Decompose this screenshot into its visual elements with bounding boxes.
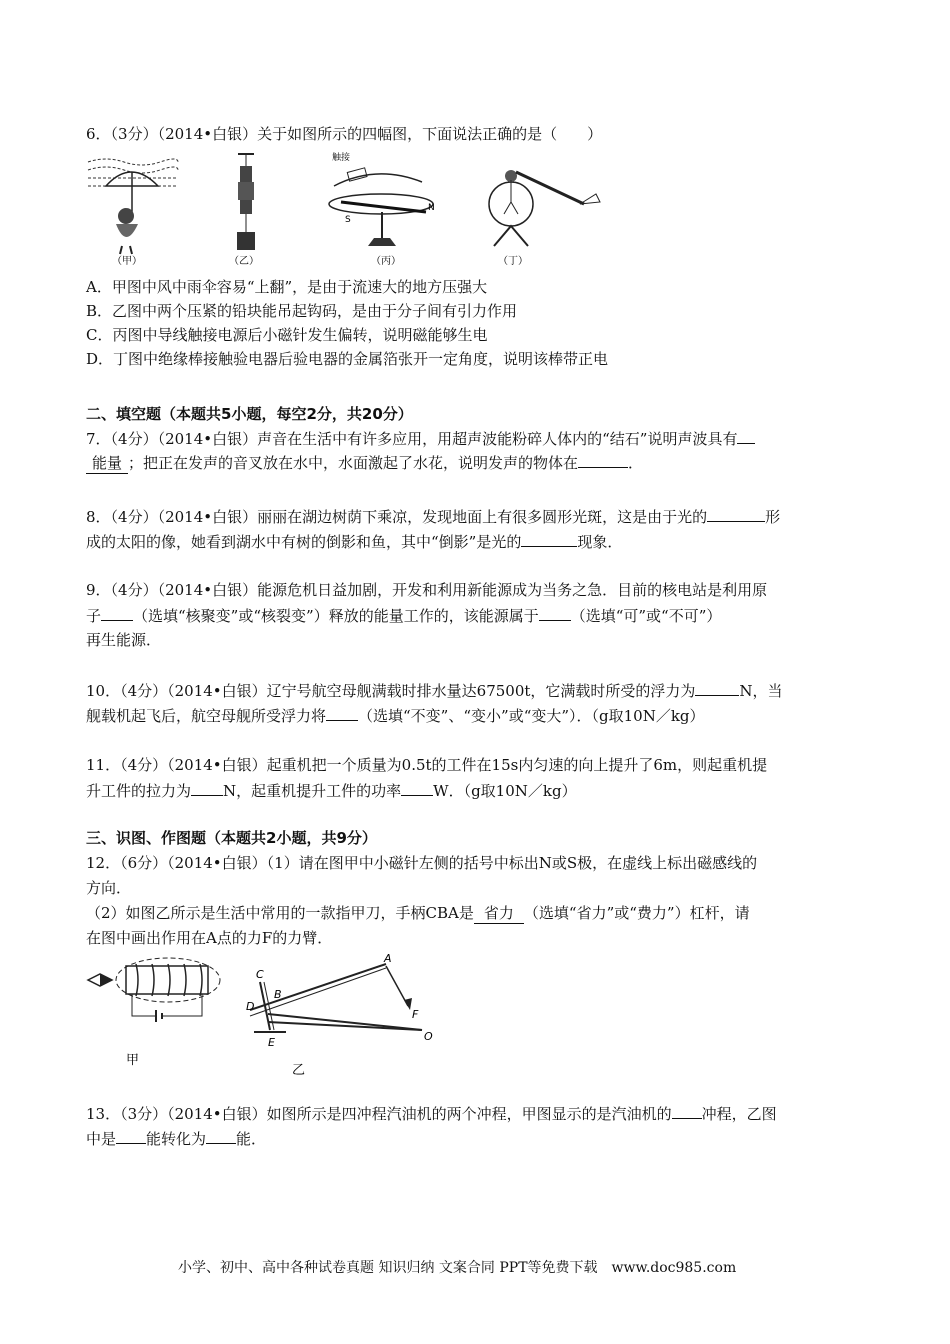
q8-line1 xyxy=(86,506,780,527)
q12-figures xyxy=(86,950,446,1078)
q13-line2-b: 能转化为 xyxy=(146,1130,207,1148)
q10-line1-b: N，当 xyxy=(739,682,783,700)
q8-line1-a: 8．（4分）（2014•白银）丽丽在湖边树荫下乘凉，发现地面上有很多圆形光斑，这是由于光的 xyxy=(86,508,708,526)
q12-line3 xyxy=(86,903,750,924)
fig-label-jia: （甲） xyxy=(112,256,142,267)
q10-blank-2 xyxy=(326,705,358,721)
q11-line2-a: 升工件的拉力为 xyxy=(86,782,192,800)
q9-line2-a: 子 xyxy=(86,607,102,625)
q7-line2 xyxy=(86,452,643,474)
q13-line2-a: 中是 xyxy=(86,1130,117,1148)
q6-stem: 6．（3分）（2014•白银）关于如图所示的四幅图，下面说法正确的是（ ） xyxy=(86,125,603,143)
q10-line2-b: （选填“不变”、“变小”或“变大”）．（g取10N／kg） xyxy=(358,707,705,725)
label-e: E xyxy=(268,1036,275,1049)
section3-title: 三、识图、作图题（本题共2小题，共9分） xyxy=(86,829,377,847)
q9-line1: 9．（4分）（2014•白银）能源危机日益加剧，开发和利用新能源成为当务之急．目前的核电站是利用原 xyxy=(86,581,768,599)
q10-line1 xyxy=(86,680,783,701)
q7-line1 xyxy=(86,428,755,449)
q11-line2-b: N，起重机提升工件的功率 xyxy=(223,782,402,800)
n-pole-label: N xyxy=(428,203,435,213)
q13-line1-b: 冲程，乙图 xyxy=(701,1105,777,1123)
label-c: C xyxy=(256,968,264,981)
q9-blank-2 xyxy=(539,605,571,621)
q13-line1 xyxy=(86,1103,777,1124)
q7-blank-2 xyxy=(578,452,628,468)
q12-answer: 省力 xyxy=(474,903,524,924)
q7-line1-text: 7．（4分）（2014•白银）声音在生活中有许多应用，用超声波能粉碎人体内的“结石”说明声波具有 xyxy=(86,430,738,448)
fig-label-yi: （乙） xyxy=(229,256,259,267)
s-pole-label: S xyxy=(345,215,351,225)
label-d: D xyxy=(246,1000,255,1013)
fig12-label-yi: 乙 xyxy=(292,1063,306,1078)
q12-line3-a: （2）如图乙所示是生活中常用的一款指甲刀，手柄CBA是 xyxy=(86,904,474,922)
q7-blank-lead xyxy=(737,428,755,444)
q13-line2 xyxy=(86,1128,266,1149)
q10-blank-1 xyxy=(695,680,739,696)
label-b: B xyxy=(274,988,282,1001)
label-o: O xyxy=(424,1030,433,1043)
q11-line2-c: W．（g取10N／kg） xyxy=(433,782,577,800)
figure-yi-lead-blocks xyxy=(237,154,255,250)
fig-label-ding: （丁） xyxy=(498,256,528,267)
q11-line1: 11．（4分）（2014•白银）起重机把一个质量为0.5t的工件在15s内匀速的向上提升了6m，则起重机提 xyxy=(86,756,768,774)
q10-line2 xyxy=(86,705,705,726)
label-f: F xyxy=(412,1008,419,1021)
q6-option-c: C．丙图中导线触接电源后小磁针发生偏转，说明磁能够生电 xyxy=(86,326,488,344)
q6-option-b: B．乙图中两个压紧的铅块能吊起钩码，是由于分子间有引力作用 xyxy=(86,302,518,320)
q13-line1-a: 13．（3分）（2014•白银）如图所示是四冲程汽油机的两个冲程，甲图显示的是汽油机的 xyxy=(86,1105,672,1123)
label-a: A xyxy=(384,952,392,965)
q11-blank-2 xyxy=(401,780,433,796)
q9-line2-b: （选填“核聚变”或“核裂变”）释放的能量工作的，该能源属于 xyxy=(133,607,539,625)
q10-line1-a: 10．（4分）（2014•白银）辽宁号航空母舰满载时排水量达67500t，它满载时所受的浮力为 xyxy=(86,682,696,700)
q8-line2 xyxy=(86,531,622,552)
q8-line2-a: 成的太阳的像，她看到湖水中有树的倒影和鱼，其中“倒影”是光的 xyxy=(86,533,522,551)
section2-title: 二、填空题（本题共5小题，每空2分，共20分） xyxy=(86,405,413,423)
q9-blank-1 xyxy=(101,605,133,621)
q12-line2: 方向． xyxy=(86,879,132,897)
q9-line2 xyxy=(86,605,721,626)
q10-line2-a: 舰载机起飞后，航空母舰所受浮力将 xyxy=(86,707,327,725)
q12-line1: 12．（6分）（2014•白银）（1）请在图甲中小磁针左侧的括号中标出N或S极，在虚线上标出磁感线的 xyxy=(86,854,758,872)
q12-line3-b: （选填“省力”或“费力”）杠杆，请 xyxy=(523,904,750,922)
q9-line2-c: （选填“可”或“不可”） xyxy=(570,607,722,625)
q11-line2 xyxy=(86,780,577,801)
figure-ding-electroscope xyxy=(489,170,600,246)
q7-line2-end: ． xyxy=(628,454,644,472)
figure-yi-nail-clipper xyxy=(246,952,433,1049)
q13-line2-c: 能． xyxy=(236,1130,267,1148)
figure-jia-umbrella xyxy=(88,159,178,254)
q11-blank-1 xyxy=(191,780,223,796)
touch-label: 触接 xyxy=(332,153,351,163)
q13-blank-3 xyxy=(206,1128,236,1144)
q7-line2-text: ；把正在发声的音叉放在水中，水面激起了水花，说明发声的物体在 xyxy=(128,454,579,472)
fig12-label-jia: 甲 xyxy=(126,1053,140,1068)
q7-answer: 能量 xyxy=(86,453,128,474)
q9-line3: 再生能源． xyxy=(86,631,162,649)
q6-option-d: D．丁图中绝缘棒接触验电器后验电器的金属箔张开一定角度，说明该棒带正电 xyxy=(86,350,609,368)
figure-bing-compass xyxy=(329,151,435,246)
q13-blank-1 xyxy=(672,1103,702,1119)
q8-line2-b: 现象． xyxy=(577,533,623,551)
q8-line1-b: 形 xyxy=(765,508,781,526)
q6-figures xyxy=(86,150,606,268)
q13-blank-2 xyxy=(116,1128,146,1144)
figure-jia-solenoid xyxy=(88,958,220,1022)
q6-option-a: A．甲图中风中雨伞容易“上翻”，是由于流速大的地方压强大 xyxy=(86,278,488,296)
q8-blank-2 xyxy=(521,531,577,547)
q8-blank-1 xyxy=(707,506,765,522)
q12-line4: 在图中画出作用在A点的力F的力臂． xyxy=(86,929,333,947)
page-footer: 小学、初中、高中各种试卷真题 知识归纳 文案合同 PPT等免费下载 www.doc985.com xyxy=(178,1260,737,1276)
fig-label-bing: （丙） xyxy=(371,256,401,267)
